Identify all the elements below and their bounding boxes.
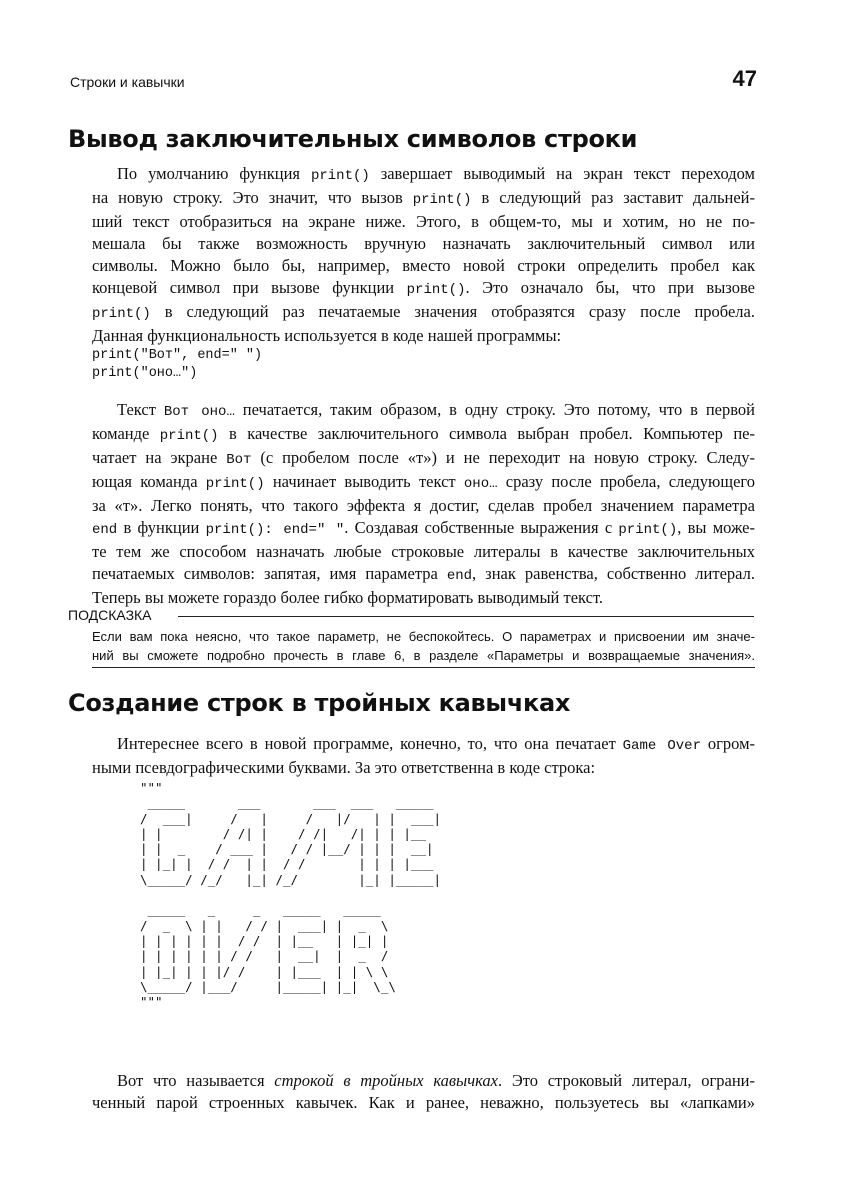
text-line: те тем же способом назначать любые строковые литералы в качестве заключительных: [92, 542, 755, 561]
running-head: Строки и кавычки: [70, 74, 185, 90]
text-line: Интереснее всего в новой программе, конечно, то, что она печатает Game Over огром-: [117, 734, 755, 754]
paragraph-print-intro: [92, 163, 755, 347]
text-line: печатаемых символов: запятая, имя параметра end, знак равенства, собственно литерал.: [92, 564, 755, 584]
paragraph-game-over-intro: [92, 733, 755, 779]
section-heading-end-symbols: Вывод заключительных символов строки: [68, 125, 638, 153]
tip-label: ПОДСКАЗКА: [68, 607, 152, 623]
text-line: Теперь вы можете гораздо более гибко форматировать выводимый текст.: [92, 588, 604, 607]
text-line: Текст Вот оно… печатается, таким образом, в одну строку. Это потому, что в первой: [117, 400, 755, 420]
text-line: ющая команда print() начинает выводить текст оно… сразу после пробела, следующего: [92, 472, 755, 492]
text-line: Вот что называется строкой в тройных кавычках. Это строковый литерал, ограни-: [117, 1071, 755, 1090]
tip-divider-bottom: [92, 667, 755, 668]
text-line: ными псевдографическими буквами. За это ответственна в коде строка:: [92, 758, 596, 777]
text-line: концевой символ при вызове функции print(). Это означало бы, что при вызове: [92, 278, 755, 298]
text-line: на новую строку. Это значит, что вызов print() в следующий раз заставит дальней-: [92, 188, 755, 208]
page-number: 47: [732, 66, 757, 91]
text-line: Данная функциональность используется в коде нашей программы:: [92, 326, 562, 345]
tip-line: Если вам пока неясно, что такое параметр, не беспокойтесь. О параметрах и присвоении им значе-: [92, 629, 755, 644]
text-line: за «т». Легко понять, что такого эффекта я достиг, сделав пробел значением параметра: [92, 496, 755, 515]
text-line: ший текст отобразиться на экране ниже. Этого, в общем-то, мы и хотим, но не по-: [92, 212, 755, 231]
paragraph-triple-quote-string: [92, 1070, 755, 1114]
paragraph-print-explanation: [92, 399, 755, 609]
text-line: чатает на экране Вот (с пробелом после «т») и не переходит на новую строку. Следу-: [92, 448, 755, 468]
text-line: print() в следующий раз печатаемые значения отобразятся сразу после пробела.: [92, 302, 755, 322]
text-line: По умолчанию функция print() завершает выводимый на экран текст переходом: [117, 164, 755, 184]
section-heading-triple-quotes: Создание строк в тройных кавычках: [68, 689, 571, 717]
text-line: мешала бы также возможность вручную назначать заключительный символ или: [92, 234, 755, 253]
code-listing-print-end: print("Вот", end=" ") print("оно…"): [92, 348, 263, 381]
ascii-art-game-over: """ _____ ___ ___ ___ _____ / ___| / | / |/ | | ___| | | / /| | / /| /| | | |__ | | _ / ___ | / / |__/ | | | __| | |_| | / / | | / / | | | |___ \_____/ /_/ |_| /_/ |_| |_____| _____ _ _ _____ _____ / _ \ | | / / | ___| | _ \ | | | | | | / / | |__ | |_| | | | | | | | / / | __| | _ / | |_| | | |/ / | |___ | | \ \ \_____/ |___/ |_____| |_| \_\ """: [140, 780, 442, 1010]
tip-line: ний вы сможете подробно прочесть в главе 6, в разделе «Параметры и возвращаемые значения».: [92, 648, 755, 663]
text-line: символы. Можно было бы, например, вместо новой строки определить пробел как: [92, 256, 755, 275]
text-line: end в функции print(): end=" ". Создавая собственные выражения с print(), вы може-: [92, 518, 755, 538]
tip-divider-top: [178, 616, 754, 617]
text-line: ченный парой строенных кавычек. Как и ранее, неважно, пользуетесь вы «лапками»: [92, 1093, 755, 1112]
tip-text: [92, 627, 755, 665]
text-line: команде print() в качестве заключительного символа выбран пробел. Компьютер пе-: [92, 424, 755, 444]
